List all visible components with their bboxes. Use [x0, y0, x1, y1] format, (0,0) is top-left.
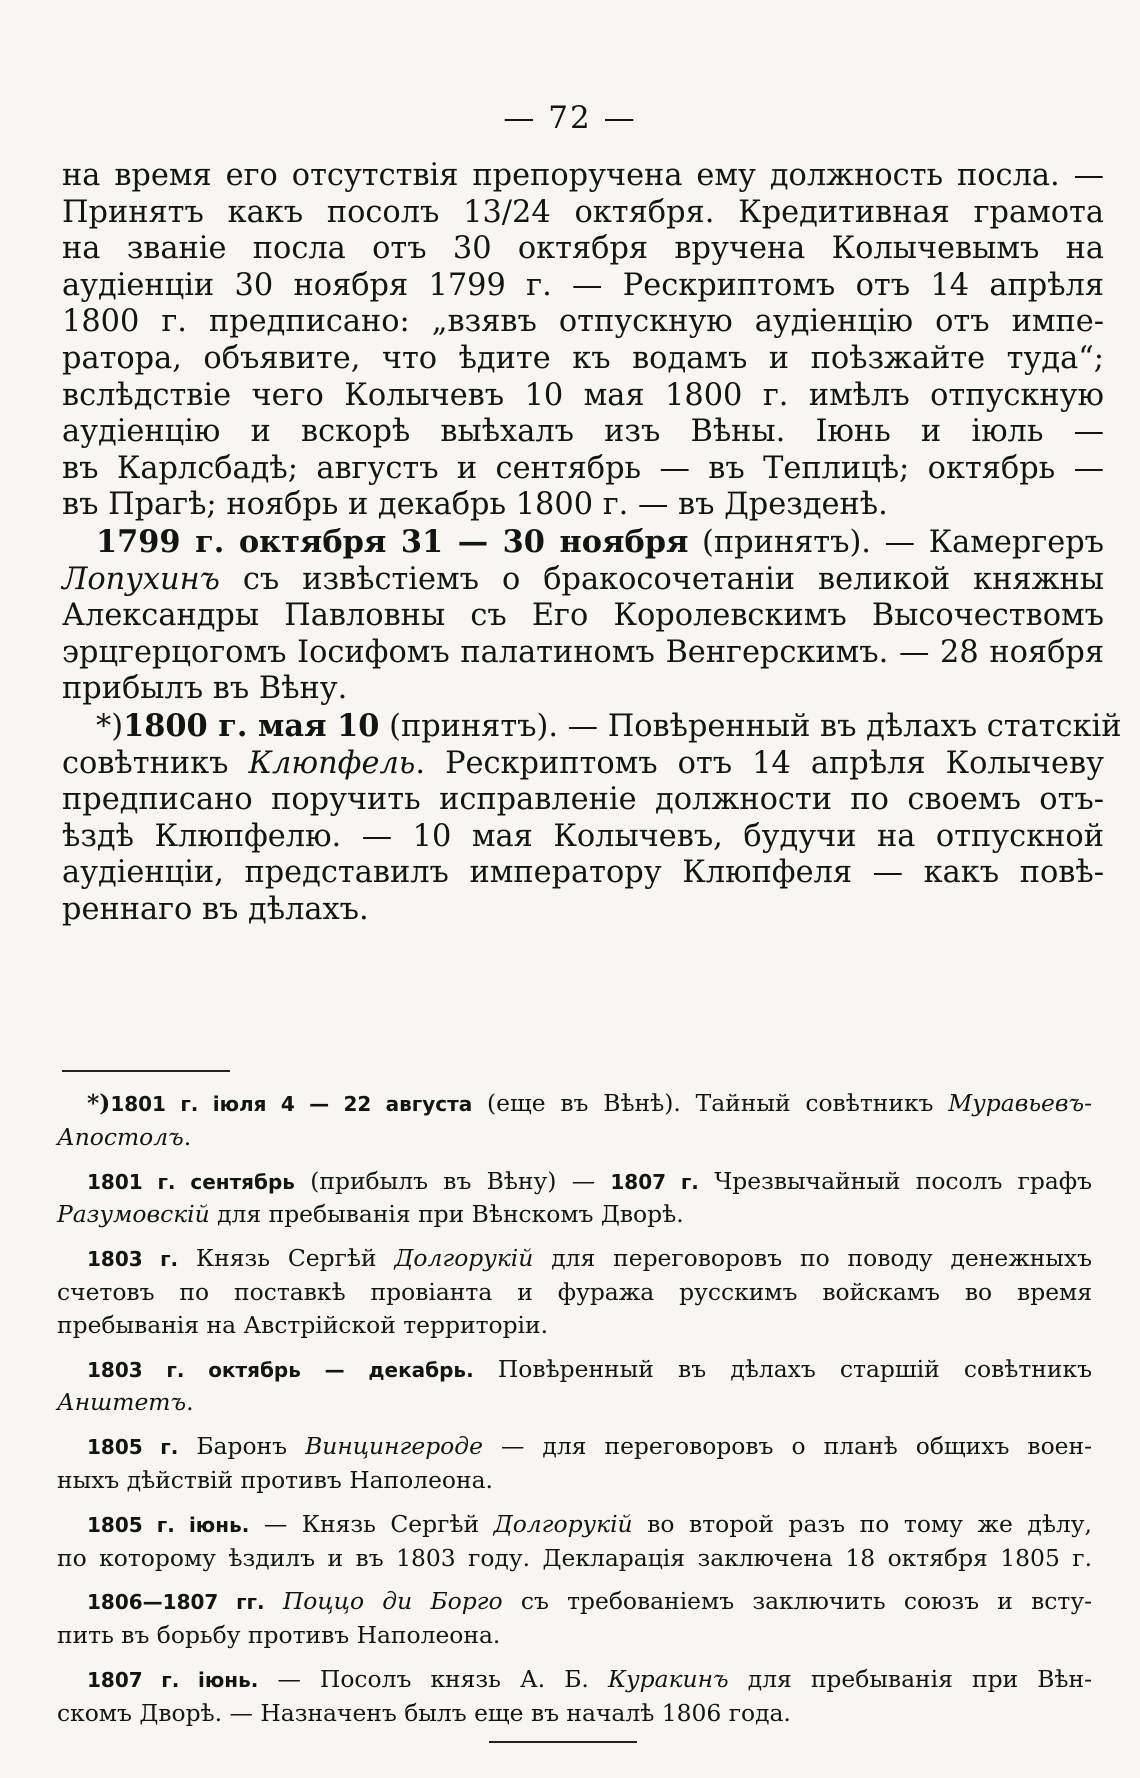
text-line: Лопухинъ съ извѣстіемъ о бракосочетаніи великой княжны — [62, 561, 1104, 597]
entry-date: 1805 г. — [87, 1435, 179, 1460]
text-line: аудіенцію и вскорѣ выѣхалъ изъ Вѣны. Іюнь и іюль — — [62, 414, 1104, 450]
footnote-marker: *) — [96, 708, 124, 744]
paragraph-klupfel-line: *)1800 г. мая 10 (принятъ). — Повѣренный въ дѣлахъ статскій — [96, 707, 1122, 744]
footnote-line: пребыванія на Австрійской территоріи. — [57, 1310, 549, 1339]
footnote-line: ныхъ дѣйствій противъ Наполеона. — [57, 1465, 493, 1494]
footnote-line: *)1801 г. іюля 4 — 22 августа (еще въ Вѣнѣ). Тайный совѣтникъ Муравьевъ- — [87, 1089, 1093, 1117]
text-line: эрцгерцогомъ Іосифомъ палатиномъ Венгерскимъ. — 28 ноября — [62, 634, 1104, 670]
person-name: Винцингероде — [305, 1432, 483, 1461]
entry-date: 1805 г. іюнь. — [87, 1512, 250, 1537]
text-line: 1800 г. предписано: „взявъ отпускную аудіенцію отъ импе- — [62, 304, 1104, 340]
entry-date: 1807 г. іюнь. — [87, 1667, 259, 1692]
footnote-line: 1803 г. Князь Сергѣй Долгорукій для переговоровъ по поводу денежныхъ — [87, 1244, 1092, 1273]
entry-date: 1801 г. іюля 4 — 22 августа — [110, 1092, 473, 1116]
text-line: ѣздѣ Клюпфелю. — 10 мая Колычевъ, будучи на отпускной — [62, 818, 1104, 854]
text-line: въ Карлсбадѣ; августъ и сентябрь — въ Теплицѣ; октябрь — — [62, 450, 1104, 486]
text-line: Принятъ какъ посолъ 13/24 октября. Кредитивная грамота — [62, 194, 1104, 230]
footnotes — [57, 1087, 1092, 1730]
entry-date: 1803 г. — [87, 1247, 179, 1272]
person-name: Муравьевъ- — [948, 1089, 1093, 1117]
entry-date: 1803 г. октябрь — декабрь. — [87, 1357, 474, 1382]
text-line: совѣтникъ Клюпфель. Рескриптомъ отъ 14 апрѣля Колычеву — [62, 745, 1104, 781]
person-name: Долгорукій — [394, 1244, 534, 1273]
text-line: въ Прагѣ; ноябрь и декабрь 1800 г. — въ Дрезденѣ. — [62, 487, 888, 523]
person-name: Апостолъ — [57, 1122, 184, 1151]
bottom-rule — [489, 1741, 637, 1743]
person-name: Долгорукій — [493, 1509, 633, 1538]
footnote-line: Разумовскій для пребыванія при Вѣнскомъ Дворѣ. — [57, 1200, 684, 1229]
person-name: Куракинъ — [607, 1664, 729, 1693]
footnote-marker: *) — [87, 1089, 111, 1117]
footnote-line: 1801 г. сентябрь (прибылъ въ Вѣну) — 1807 г. Чрезвычайный посолъ графъ — [87, 1166, 1092, 1195]
main-text — [62, 158, 1122, 928]
footnote-line: 1805 г. іюнь. — Князь Сергѣй Долгорукій во второй разъ по тому же дѣлу, — [87, 1509, 1092, 1538]
footnote-line: пить въ борьбу противъ Наполеона. — [57, 1621, 501, 1650]
text-line: аудіенціи, представилъ императору Клюпфеля — какъ повѣ- — [62, 855, 1104, 891]
footnote-line: 1803 г. октябрь — декабрь. Повѣренный въ дѣлахъ старшій совѣтникъ — [87, 1354, 1092, 1383]
text-line: на время его отсутствія препоручена ему должность посла. — — [62, 158, 1104, 193]
footnote-separator — [62, 1070, 230, 1072]
entry-date: 1799 г. октября 31 — 30 ноября — [96, 523, 689, 560]
text-line: на званіе посла отъ 30 октября вручена Колычевымъ на — [62, 231, 1104, 267]
entry-date: 1801 г. сентябрь — [87, 1169, 295, 1194]
person-name: Анштетъ — [57, 1388, 187, 1417]
text-line: вслѣдствіе чего Колычевъ 10 мая 1800 г. имѣлъ отпускную — [62, 377, 1104, 413]
person-name: Поццо ди Борго — [282, 1587, 503, 1616]
page-number: — 72 — — [503, 100, 637, 136]
text-line: предписано поручить исправленіе должности по своемъ отъ- — [62, 782, 1104, 818]
text-line: ратора, объявите, что ѣдите къ водамъ и поѣзжайте туда“; — [62, 340, 1104, 376]
footnote-line: 1805 г. Баронъ Винцингероде — для переговоровъ о планѣ общихъ воен- — [87, 1432, 1092, 1461]
paragraph-lopukhin-line: 1799 г. октября 31 — 30 ноября (принятъ). — Камергеръ — [96, 523, 1105, 560]
person-name: Разумовскій — [57, 1200, 210, 1229]
entry-date: 1806—1807 гг. — [87, 1590, 265, 1615]
footnote-line: скомъ Дворѣ. — Назначенъ былъ еще въ началѣ 1806 года. — [57, 1698, 791, 1727]
footnote-line: счетовъ по поставкѣ провіанта и фуража русскимъ войскамъ во время — [57, 1277, 1092, 1306]
entry-date: 1800 г. мая 10 — [123, 707, 380, 744]
text-line: реннаго въ дѣлахъ. — [62, 891, 369, 927]
footnote-line: Апостолъ. — [57, 1122, 192, 1151]
person-name: Клюпфель — [248, 745, 416, 781]
footnote-line: 1806—1807 гг. Поццо ди Борго съ требованіемъ заключить союзъ и всту- — [87, 1587, 1092, 1616]
footnote-line: Анштетъ. — [57, 1388, 194, 1417]
entry-date: 1807 г. — [610, 1169, 699, 1194]
text-line: аудіенціи 30 ноября 1799 г. — Рескриптомъ отъ 14 апрѣля — [62, 267, 1104, 303]
text-line: прибылъ въ Вѣну. — [62, 671, 348, 707]
person-name: Лопухинъ — [62, 561, 220, 597]
text-line: Александры Павловны съ Его Королевскимъ Высочествомъ — [62, 598, 1104, 634]
footnote-line: 1807 г. іюнь. — Посолъ князь А. Б. Куракинъ для пребыванія при Вѣн- — [87, 1664, 1093, 1693]
footnote-line: по которому ѣздилъ и въ 1803 году. Декларація заключена 18 октября 1805 г. — [57, 1543, 1092, 1572]
